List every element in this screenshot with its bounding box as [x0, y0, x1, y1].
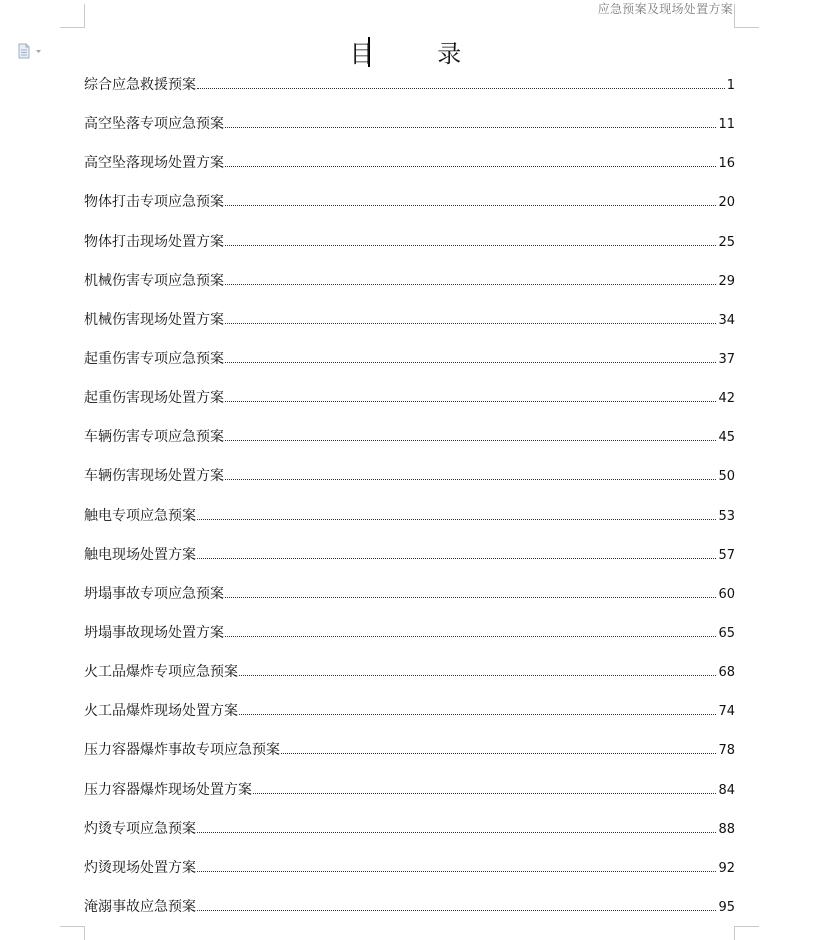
dot-leader [225, 166, 716, 167]
toc-entry[interactable] [84, 465, 735, 504]
toc-entry-label: 火工品爆炸现场处置方案 [84, 703, 238, 720]
dot-leader [239, 714, 716, 715]
toc-entry[interactable] [84, 779, 735, 818]
toc-entry-page-number: 53 [718, 508, 735, 524]
dot-leader [239, 675, 716, 676]
dot-leader [281, 753, 716, 754]
dot-leader [197, 88, 725, 89]
toc-entry-label: 灼烫专项应急预案 [84, 820, 196, 837]
toc-entry[interactable] [84, 348, 735, 387]
crop-mark [734, 4, 735, 28]
crop-mark [60, 926, 84, 927]
dot-leader [225, 636, 716, 637]
dot-leader [197, 910, 716, 911]
toc-entry-label: 车辆伤害现场处置方案 [84, 468, 224, 485]
toc-entry-label: 压力容器爆炸现场处置方案 [84, 781, 252, 798]
toc-entry-page-number: 20 [718, 195, 735, 211]
toc-entry-label: 高空坠落现场处置方案 [84, 155, 224, 172]
toc-entry-page-number: 1 [726, 78, 735, 93]
toc-entry-label: 起重伤害专项应急预案 [84, 350, 224, 367]
toc-entry[interactable] [84, 622, 735, 661]
toc-entry-page-number: 50 [718, 469, 735, 485]
toc-entry-label: 高空坠落专项应急预案 [84, 116, 224, 133]
crop-mark [735, 926, 759, 927]
toc-entry-page-number: 34 [718, 312, 735, 328]
toc-entry[interactable] [84, 505, 735, 544]
dot-leader [225, 401, 716, 402]
toc-entry-label: 压力容器爆炸事故专项应急预案 [84, 742, 280, 759]
dot-leader [225, 205, 716, 206]
toc-entry-label: 物体打击现场处置方案 [84, 233, 224, 250]
crop-mark [735, 27, 759, 28]
toc-entry-page-number: 42 [718, 391, 735, 407]
dot-leader [197, 871, 716, 872]
toc-entry-label: 触电现场处置方案 [84, 546, 196, 563]
toc-entry[interactable] [84, 857, 735, 896]
running-header: 应急预案及现场处置方案 [597, 2, 733, 16]
toc-entry-page-number: 68 [718, 665, 735, 681]
toc-entry[interactable] [84, 739, 735, 778]
toc-entry-page-number: 11 [718, 117, 735, 133]
table-of-contents [84, 74, 735, 935]
dot-leader [225, 323, 716, 324]
dot-leader [225, 245, 716, 246]
crop-mark [60, 27, 84, 28]
toc-entry[interactable] [84, 583, 735, 622]
dot-leader [197, 519, 716, 520]
toc-entry[interactable] [84, 152, 735, 191]
toc-entry-label: 坍塌事故专项应急预案 [84, 585, 224, 602]
toc-entry-label: 灼烫现场处置方案 [84, 859, 196, 876]
toc-entry[interactable] [84, 387, 735, 426]
toc-entry-page-number: 95 [718, 899, 735, 915]
toc-entry-page-number: 88 [718, 821, 735, 837]
toc-entry-page-number: 45 [718, 430, 735, 446]
toc-entry[interactable] [84, 544, 735, 583]
crop-mark [84, 4, 85, 28]
page-title: 目 录 [349, 40, 490, 68]
toc-entry-label: 触电专项应急预案 [84, 507, 196, 524]
toc-entry-label: 车辆伤害专项应急预案 [84, 429, 224, 446]
toc-entry[interactable] [84, 309, 735, 348]
toc-entry-label: 机械伤害现场处置方案 [84, 311, 224, 328]
toc-entry-page-number: 92 [718, 860, 735, 876]
toc-entry-label: 淹溺事故应急预案 [84, 898, 196, 915]
dot-leader [253, 793, 716, 794]
toc-entry-page-number: 37 [718, 351, 735, 367]
toc-entry-page-number: 57 [718, 547, 735, 563]
dot-leader [225, 479, 716, 480]
toc-entry-page-number: 60 [718, 586, 735, 602]
toc-entry-page-number: 25 [718, 234, 735, 250]
dot-leader [197, 832, 716, 833]
dot-leader [225, 440, 716, 441]
toc-entry[interactable] [84, 191, 735, 230]
dot-leader [225, 597, 716, 598]
toc-entry[interactable] [84, 661, 735, 700]
toc-entry[interactable] [84, 270, 735, 309]
toc-entry[interactable] [84, 113, 735, 152]
toc-entry[interactable] [84, 896, 735, 935]
dot-leader [225, 284, 716, 285]
toc-entry[interactable] [84, 426, 735, 465]
toc-entry-label: 物体打击专项应急预案 [84, 194, 224, 211]
toc-entry[interactable] [84, 74, 735, 113]
toc-entry-page-number: 78 [718, 743, 735, 759]
toc-entry-page-number: 65 [718, 625, 735, 641]
toc-entry-label: 起重伤害现场处置方案 [84, 390, 224, 407]
toc-entry-page-number: 29 [718, 273, 735, 289]
toc-entry-page-number: 84 [718, 782, 735, 798]
toc-entry-label: 火工品爆炸专项应急预案 [84, 664, 238, 681]
dot-leader [225, 127, 716, 128]
toc-entry[interactable] [84, 818, 735, 857]
toc-entry-page-number: 74 [718, 704, 735, 720]
toc-entry-label: 综合应急救援预案 [84, 77, 196, 93]
dot-leader [225, 362, 716, 363]
toc-entry-label: 坍塌事故现场处置方案 [84, 624, 224, 641]
toc-entry[interactable] [84, 700, 735, 739]
dot-leader [197, 558, 716, 559]
toc-entry-page-number: 16 [718, 156, 735, 172]
toc-entry-label: 机械伤害专项应急预案 [84, 272, 224, 289]
toc-entry[interactable] [84, 231, 735, 270]
